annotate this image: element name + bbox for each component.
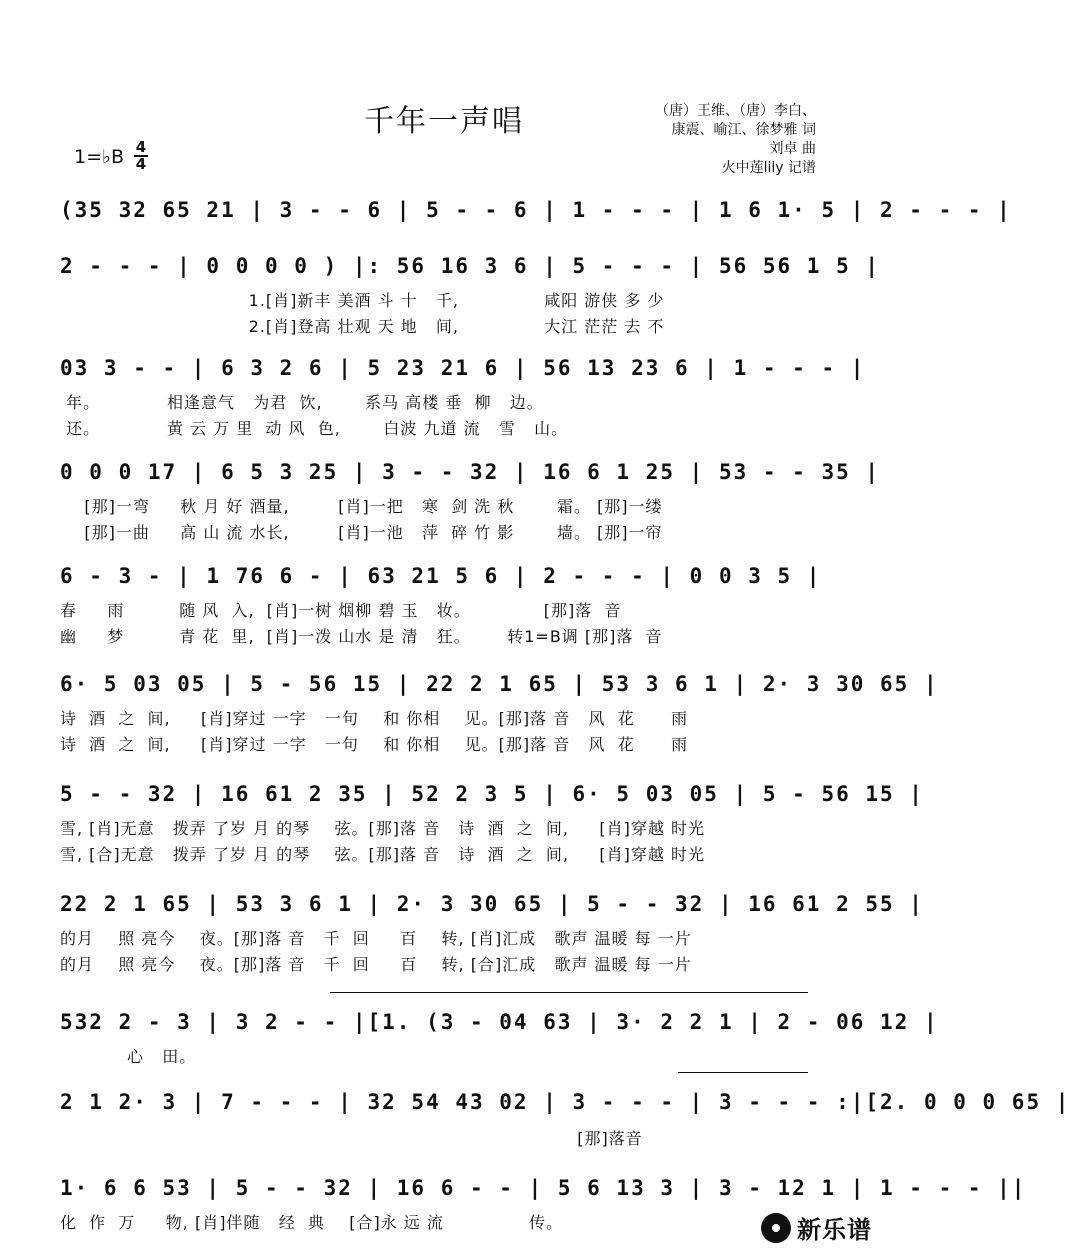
credit-line: 火中莲lily 记谱 bbox=[721, 160, 816, 176]
notation-row-8: 22 2 1 65 | 53 3 6 1 | 2· 3 30 65 | 5 - - 32 | 16 61 2 55 | bbox=[60, 892, 924, 916]
lyric-verse-2: 诗 酒 之 间, [肖]穿过 一字 一句 和 你相 见。[那]落 音 风 花 雨 bbox=[60, 735, 689, 754]
time-signature bbox=[134, 140, 148, 172]
notation-row-1: (35 32 65 21 | 3 - - 6 | 5 - - 6 | 1 - - - | 1 6 1· 5 | 2 - - - | bbox=[60, 198, 1012, 222]
lyric-verse-1: [那]落音 bbox=[60, 1129, 643, 1148]
lyric-verse-1: 雪, [肖]无意 拨弄 了岁 月 的琴 弦。[那]落 音 诗 酒 之 间, [肖]穿越 时光 bbox=[60, 819, 705, 838]
credit-line: 康震、喻江、徐梦雅 词 bbox=[671, 122, 816, 138]
notation-row-10: 2 1 2· 3 | 7 - - - | 32 54 43 02 | 3 - - - | 3 - - - :|[2. 0 0 0 65 | bbox=[60, 1090, 1070, 1114]
notation-row-3: 03 3 - - | 6 3 2 6 | 5 23 21 6 | 56 13 23 6 | 1 - - - | bbox=[60, 356, 866, 380]
notation-row-4: 0 0 0 17 | 6 5 3 25 | 3 - - 32 | 16 6 1 25 | 53 - - 35 | bbox=[60, 460, 881, 484]
key-signature bbox=[74, 138, 147, 173]
lyric-verse-2: 还。 黄 云 万 里 动 风 色, 白波 九道 流 雪 山。 bbox=[60, 419, 569, 438]
notation-row-2: 2 - - - | 0 0 0 0 ) |: 56 16 3 6 | 5 - - - | 56 56 1 5 | bbox=[60, 254, 881, 278]
credit-line: 刘卓 曲 bbox=[769, 141, 816, 157]
site-logo bbox=[761, 1210, 872, 1245]
time-denominator: 4 bbox=[135, 155, 147, 173]
vinyl-disc-icon bbox=[761, 1213, 791, 1243]
lyric-verse-2: 的月 照 亮今 夜。[那]落 音 千 回 百 转, [合]汇成 歌声 温暖 每 一片 bbox=[60, 955, 692, 974]
notation-row-6: 6· 5 03 05 | 5 - 56 15 | 22 2 1 65 | 53 3 6 1 | 2· 3 30 65 | bbox=[60, 672, 939, 696]
volta-1-bracket bbox=[330, 992, 808, 993]
notation-row-5: 6 - 3 - | 1 76 6 - | 63 21 5 6 | 2 - - - | 0 0 3 5 | bbox=[60, 564, 822, 588]
key-label: 1=♭B bbox=[74, 146, 125, 168]
lyric-verse-1: 年。 相逢意气 为君 饮, 系马 高楼 垂 柳 边。 bbox=[60, 393, 544, 412]
credit-line: （唐）王维、（唐）李白、 bbox=[655, 103, 816, 119]
lyric-verse-2: [那]一曲 高 山 流 水长, [肖]一池 萍 碎 竹 影 墙。 [那]一帘 bbox=[60, 523, 663, 542]
lyric-verse-1: 心 田。 bbox=[60, 1047, 197, 1066]
volta-2-bracket bbox=[678, 1072, 808, 1073]
lyric-verse-2: 幽 梦 青 花 里, [肖]一泼 山水 是 清 狂。 转1=B调 [那]落 音 bbox=[60, 627, 663, 646]
notation-row-11: 1· 6 6 53 | 5 - - 32 | 16 6 - - | 5 6 13 3 | 3 - 12 1 | 1 - - - || bbox=[60, 1176, 1027, 1200]
credits-block bbox=[655, 102, 816, 178]
lyric-verse-2: 雪, [合]无意 拨弄 了岁 月 的琴 弦。[那]落 音 诗 酒 之 间, [肖]穿越 时光 bbox=[60, 845, 705, 864]
logo-text: 新乐谱 bbox=[797, 1216, 872, 1244]
time-numerator: 4 bbox=[135, 138, 147, 156]
notation-row-7: 5 - - 32 | 16 61 2 35 | 52 2 3 5 | 6· 5 03 05 | 5 - 56 15 | bbox=[60, 782, 924, 806]
lyric-verse-1: 春 雨 随 风 入, [肖]一树 烟柳 碧 玉 妆。 [那]落 音 bbox=[60, 601, 622, 620]
lyric-verse-1: 1.[肖]新丰 美酒 斗 十 千, 咸阳 游侠 多 少 bbox=[60, 291, 665, 310]
lyric-verse-1: 化 作 万 物, [肖]伴随 经 典 [合]永 远 流 传。 bbox=[60, 1213, 564, 1232]
song-title: 千年一声唱 bbox=[364, 104, 524, 139]
lyric-verse-1: 诗 酒 之 间, [肖]穿过 一字 一句 和 你相 见。[那]落 音 风 花 雨 bbox=[60, 709, 689, 728]
lyric-verse-1: [那]一弯 秋 月 好 酒量, [肖]一把 寒 剑 洗 秋 霜。 [那]一缕 bbox=[60, 497, 663, 516]
lyric-verse-2: 2.[肖]登高 壮观 天 地 间, 大江 茫茫 去 不 bbox=[60, 317, 665, 336]
notation-row-9: 532 2 - 3 | 3 2 - - |[1. (3 - 04 63 | 3· 2 2 1 | 2 - 06 12 | bbox=[60, 1010, 939, 1034]
lyric-verse-1: 的月 照 亮今 夜。[那]落 音 千 回 百 转, [肖]汇成 歌声 温暖 每 一片 bbox=[60, 929, 692, 948]
